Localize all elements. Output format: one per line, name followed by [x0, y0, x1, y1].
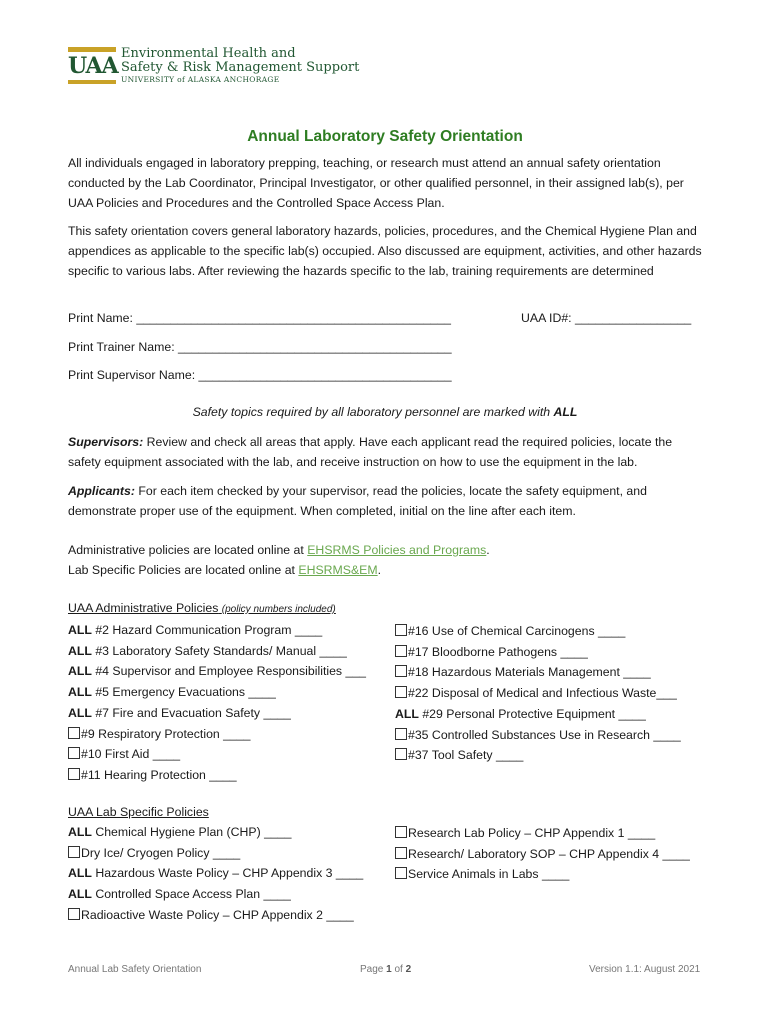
all-required-marker: ALL — [68, 664, 92, 679]
admin-suffix: . — [486, 543, 490, 557]
admin-policy-item-label: #18 Hazardous Materials Management ____ — [408, 665, 651, 680]
all-required-marker: ALL — [68, 887, 92, 902]
page-of: of — [391, 964, 406, 975]
print-name-field[interactable]: Print Name: ______________________________________________ — [68, 311, 451, 325]
admin-policy-item — [395, 683, 681, 704]
page-prefix: Page — [360, 964, 387, 975]
policy-links — [68, 540, 490, 580]
lab-policy-item — [68, 905, 363, 926]
lab-suffix: . — [377, 563, 382, 577]
admin-policy-item — [395, 621, 681, 642]
checkbox[interactable] — [395, 748, 407, 760]
checkbox[interactable] — [395, 867, 407, 879]
admin-policy-item — [395, 642, 681, 663]
admin-policy-item — [68, 620, 366, 641]
trainer-name-field[interactable]: Print Trainer Name: ________________________________________ — [68, 340, 452, 354]
logo-line-2: Safety & Risk Management Support — [121, 60, 360, 75]
ehsrms-policies-link[interactable]: EHSRMS Policies and Programs — [307, 543, 487, 557]
applicants-text: For each item checked by your supervisor, read the policies, locate the safety equipment, and demonstrate proper use of the equipment. When completed, initial on the line after each item. — [68, 484, 647, 518]
coverage-paragraph: This safety orientation covers general laboratory hazards, policies, procedures, and the Chemical Hygiene Plan and appendices as applicable to the specific lab(s) occupied. Also discussed are equipment, activities, and other hazards specific to various labs. After reviewing the hazards specific to the lab, training requirements are determined — [68, 224, 702, 278]
admin-policy-item-label: #35 Controlled Substances Use in Research ____ — [408, 727, 681, 742]
applicants-instructions — [68, 481, 708, 521]
admin-heading-text: UAA Administrative Policies — [68, 601, 219, 615]
lab-policy-item — [68, 843, 363, 864]
lab-policy-item — [68, 863, 363, 884]
checkbox[interactable] — [68, 768, 80, 780]
admin-policy-item-label: #37 Tool Safety ____ — [408, 748, 524, 763]
admin-policy-item — [395, 704, 681, 725]
checkbox[interactable] — [68, 727, 80, 739]
uaa-ehsrms-logo — [68, 47, 359, 87]
checkbox[interactable] — [395, 665, 407, 677]
admin-policies-line — [68, 540, 490, 560]
footer-page-number — [360, 964, 411, 975]
all-required-marker: ALL — [395, 706, 419, 721]
all-marker-note — [0, 405, 770, 419]
admin-policy-item — [68, 765, 366, 786]
admin-policy-item-label: #10 First Aid ____ — [81, 747, 181, 762]
lab-policies-left-list — [68, 822, 363, 926]
supervisors-instructions — [68, 432, 708, 472]
admin-policy-item — [68, 724, 366, 745]
checkbox[interactable] — [68, 846, 80, 858]
lab-policies-line — [68, 560, 490, 580]
lab-policy-item-label: Hazardous Waste Policy – CHP Appendix 3 ____ — [91, 866, 364, 881]
checkbox[interactable] — [395, 645, 407, 657]
checkbox[interactable] — [395, 728, 407, 740]
checkbox[interactable] — [68, 908, 80, 920]
admin-policy-item — [68, 744, 366, 765]
lab-policies-heading — [68, 805, 209, 819]
admin-policy-item-label: #3 Laboratory Safety Standards/ Manual ____ — [91, 643, 347, 658]
admin-policy-item-label: #2 Hazard Communication Program ____ — [91, 623, 323, 637]
admin-prefix: Administrative policies are located online at — [68, 543, 308, 557]
lab-policy-item-label: Chemical Hygiene Plan (CHP) ____ — [91, 825, 292, 839]
note-text: Safety topics required by all laboratory personnel are marked with — [192, 405, 551, 419]
logo-text — [121, 47, 359, 85]
lab-policy-item-label: Dry Ice/ Cryogen Policy ____ — [81, 845, 241, 860]
ehsrms-em-link[interactable]: EHSRMS&EM — [298, 563, 378, 577]
all-required-marker: ALL — [68, 705, 92, 720]
admin-policy-item — [395, 725, 681, 746]
all-required-marker: ALL — [68, 825, 92, 839]
admin-policy-item — [68, 682, 366, 703]
note-all: ALL — [553, 405, 578, 419]
lab-policies-right-list — [395, 823, 690, 885]
lab-policy-item-label: Controlled Space Access Plan ____ — [91, 887, 291, 902]
lab-policy-item — [395, 844, 690, 865]
admin-policy-item — [68, 641, 366, 662]
admin-policy-item-label: #4 Supervisor and Employee Responsibilities ___ — [91, 664, 367, 679]
all-required-marker: ALL — [68, 643, 92, 658]
all-required-marker: ALL — [68, 866, 92, 881]
admin-policy-item — [68, 703, 366, 724]
supervisors-label: Supervisors: — [68, 435, 144, 449]
applicants-label: Applicants: — [68, 484, 135, 498]
lab-policy-item — [395, 823, 690, 844]
lab-policy-item — [68, 822, 363, 843]
page-num: 1 — [386, 964, 392, 975]
admin-policy-item-label: #22 Disposal of Medical and Infectious Waste___ — [408, 686, 677, 701]
admin-policies-left-list — [68, 620, 366, 786]
admin-policies-heading — [68, 601, 336, 615]
admin-policy-item-label: #9 Respiratory Protection ____ — [81, 726, 251, 741]
logo-line-1: Environmental Health and — [121, 46, 296, 61]
supervisor-name-field[interactable]: Print Supervisor Name: _____________________________________ — [68, 368, 452, 382]
page-title: Annual Laboratory Safety Orientation — [247, 128, 523, 145]
admin-policy-item-label: #11 Hearing Protection ____ — [81, 767, 237, 782]
footer-version: Version 1.1: August 2021 — [589, 964, 701, 975]
admin-policies-right-list — [395, 621, 681, 766]
checkbox[interactable] — [395, 686, 407, 698]
checkbox[interactable] — [395, 624, 407, 636]
admin-policy-item-label: #5 Emergency Evacuations ____ — [91, 685, 276, 700]
checkbox[interactable] — [395, 847, 407, 859]
page-total: 2 — [405, 964, 412, 975]
admin-policy-item — [68, 661, 366, 682]
admin-policy-item-label: #29 Personal Protective Equipment ____ — [418, 706, 646, 721]
admin-policy-item — [395, 662, 681, 683]
logo-letters: UAA — [68, 53, 118, 79]
uaa-logo-mark — [68, 47, 118, 85]
logo-line-3: UNIVERSITY of ALASKA ANCHORAGE — [121, 75, 280, 84]
admin-policy-item-label: #17 Bloodborne Pathogens ____ — [408, 644, 588, 659]
checkbox[interactable] — [395, 826, 407, 838]
lab-policy-item-label: Research Lab Policy – CHP Appendix 1 ____ — [408, 826, 656, 840]
lab-heading-text: UAA Lab Specific Policies — [68, 805, 209, 819]
lab-policy-item — [68, 884, 363, 905]
lab-prefix: Lab Specific Policies are located online at — [68, 563, 299, 577]
admin-policy-item-label: #16 Use of Chemical Carcinogens ____ — [408, 624, 626, 638]
uaa-id-field[interactable]: UAA ID#: _________________ — [521, 311, 692, 325]
lab-policy-item-label: Service Animals in Labs ____ — [408, 867, 570, 882]
all-required-marker: ALL — [68, 685, 92, 700]
supervisors-text: Review and check all areas that apply. Have each applicant read the required policies, locate the safety equipment associated with the lab, and receive instruction on how to use the equipment in the lab. — [68, 435, 673, 469]
admin-policy-item-label: #7 Fire and Evacuation Safety ____ — [91, 705, 291, 720]
lab-policy-item — [395, 864, 690, 885]
lab-policy-item-label: Radioactive Waste Policy – CHP Appendix 2 ____ — [81, 907, 354, 922]
lab-policy-item-label: Research/ Laboratory SOP – CHP Appendix 4 ____ — [408, 846, 690, 861]
all-required-marker: ALL — [68, 623, 92, 637]
intro-paragraph: All individuals engaged in laboratory prepping, teaching, or research must attend an annual safety orientation conducted by the Lab Coordinator, Principal Investigator, or other qualified personnel, in their assigned lab(s), per UAA Policies and Procedures and the Controlled Space Access Plan. — [68, 156, 684, 210]
checkbox[interactable] — [68, 747, 80, 759]
admin-heading-note: (policy numbers included) — [221, 604, 336, 615]
admin-policy-item — [395, 745, 681, 766]
footer-doc-title: Annual Lab Safety Orientation — [68, 964, 202, 975]
